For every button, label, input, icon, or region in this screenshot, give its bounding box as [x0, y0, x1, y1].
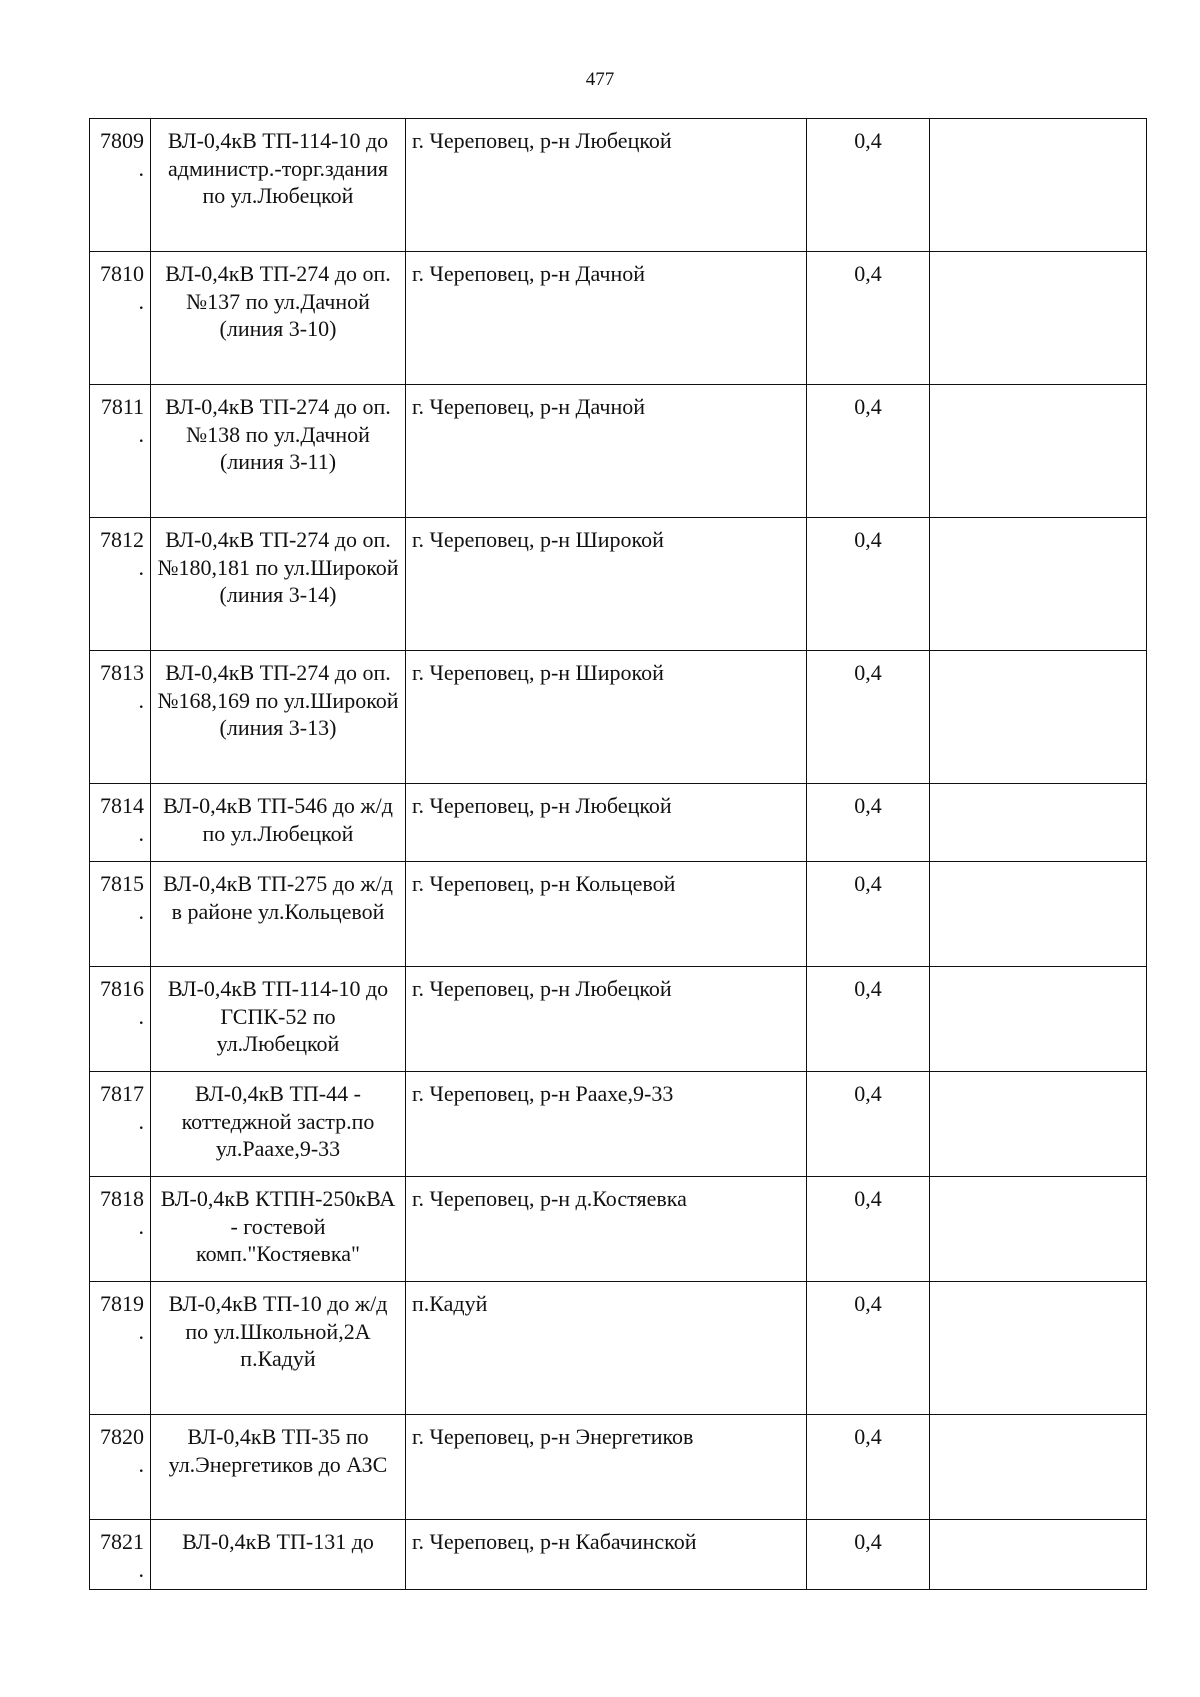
table-row: [90, 1177, 1147, 1282]
table-row: [90, 1520, 1147, 1590]
line-voltage: 0,4: [807, 518, 930, 651]
extra-cell: [930, 784, 1147, 862]
line-name: ВЛ-0,4кВ ТП-274 до оп. №138 по ул.Дачной (линия 3-11): [151, 385, 406, 518]
extra-cell: [930, 1520, 1147, 1590]
table-row: [90, 1072, 1147, 1177]
line-location: п.Кадуй: [406, 1282, 807, 1415]
extra-cell: [930, 119, 1147, 252]
extra-cell: [930, 967, 1147, 1072]
extra-cell: [930, 252, 1147, 385]
table-row: [90, 651, 1147, 784]
row-number: 7821.: [90, 1520, 151, 1590]
line-name: ВЛ-0,4кВ ТП-114-10 до администр.-торг.здания по ул.Любецкой: [151, 119, 406, 252]
row-number: 7816.: [90, 967, 151, 1072]
line-name: ВЛ-0,4кВ ТП-275 до ж/д в районе ул.Кольцевой: [151, 862, 406, 967]
line-name: ВЛ-0,4кВ ТП-10 до ж/д по ул.Школьной,2А п.Кадуй: [151, 1282, 406, 1415]
line-name: ВЛ-0,4кВ ТП-546 до ж/д по ул.Любецкой: [151, 784, 406, 862]
line-location: г. Череповец, р-н Широкой: [406, 518, 807, 651]
line-voltage: 0,4: [807, 784, 930, 862]
line-name: ВЛ-0,4кВ ТП-274 до оп. №137 по ул.Дачной (линия 3-10): [151, 252, 406, 385]
line-voltage: 0,4: [807, 862, 930, 967]
table-row: [90, 1282, 1147, 1415]
row-number: 7812.: [90, 518, 151, 651]
row-number: 7810.: [90, 252, 151, 385]
line-name: ВЛ-0,4кВ ТП-44 - коттеджной застр.по ул.Раахе,9-33: [151, 1072, 406, 1177]
registry-table: [89, 118, 1147, 1590]
line-voltage: 0,4: [807, 967, 930, 1072]
table-row: [90, 518, 1147, 651]
line-voltage: 0,4: [807, 1520, 930, 1590]
line-location: г. Череповец, р-н Раахе,9-33: [406, 1072, 807, 1177]
row-number: 7817.: [90, 1072, 151, 1177]
line-location: г. Череповец, р-н Кольцевой: [406, 862, 807, 967]
line-location: г. Череповец, р-н Любецкой: [406, 119, 807, 252]
line-voltage: 0,4: [807, 1072, 930, 1177]
row-number: 7818.: [90, 1177, 151, 1282]
line-location: г. Череповец, р-н Широкой: [406, 651, 807, 784]
row-number: 7814.: [90, 784, 151, 862]
extra-cell: [930, 385, 1147, 518]
line-name: ВЛ-0,4кВ ТП-114-10 до ГСПК-52 по ул.Любецкой: [151, 967, 406, 1072]
table-row: [90, 784, 1147, 862]
line-location: г. Череповец, р-н д.Костяевка: [406, 1177, 807, 1282]
table-row: [90, 967, 1147, 1072]
line-location: г. Череповец, р-н Любецкой: [406, 784, 807, 862]
table-row: [90, 252, 1147, 385]
line-location: г. Череповец, р-н Дачной: [406, 252, 807, 385]
line-location: г. Череповец, р-н Энергетиков: [406, 1415, 807, 1520]
row-number: 7819.: [90, 1282, 151, 1415]
table-row: [90, 119, 1147, 252]
extra-cell: [930, 518, 1147, 651]
line-location: г. Череповец, р-н Любецкой: [406, 967, 807, 1072]
line-voltage: 0,4: [807, 385, 930, 518]
line-location: г. Череповец, р-н Кабачинской: [406, 1520, 807, 1590]
line-voltage: 0,4: [807, 119, 930, 252]
table-row: [90, 1415, 1147, 1520]
table-row: [90, 862, 1147, 967]
row-number: 7815.: [90, 862, 151, 967]
extra-cell: [930, 1415, 1147, 1520]
line-name: ВЛ-0,4кВ ТП-274 до оп. №168,169 по ул.Широкой (линия 3-13): [151, 651, 406, 784]
line-name: ВЛ-0,4кВ ТП-35 по ул.Энергетиков до АЗС: [151, 1415, 406, 1520]
extra-cell: [930, 1177, 1147, 1282]
row-number: 7813.: [90, 651, 151, 784]
page-number: 477: [585, 69, 615, 90]
line-voltage: 0,4: [807, 1177, 930, 1282]
row-number: 7809.: [90, 119, 151, 252]
line-voltage: 0,4: [807, 1282, 930, 1415]
line-location: г. Череповец, р-н Дачной: [406, 385, 807, 518]
line-voltage: 0,4: [807, 651, 930, 784]
table-row: [90, 385, 1147, 518]
row-number: 7820.: [90, 1415, 151, 1520]
extra-cell: [930, 862, 1147, 967]
extra-cell: [930, 651, 1147, 784]
line-name: ВЛ-0,4кВ КТПН-250кВА - гостевой комп."Костяевка": [151, 1177, 406, 1282]
row-number: 7811.: [90, 385, 151, 518]
line-name: ВЛ-0,4кВ ТП-131 до: [151, 1520, 406, 1590]
line-voltage: 0,4: [807, 1415, 930, 1520]
extra-cell: [930, 1282, 1147, 1415]
line-voltage: 0,4: [807, 252, 930, 385]
line-name: ВЛ-0,4кВ ТП-274 до оп. №180,181 по ул.Широкой (линия 3-14): [151, 518, 406, 651]
extra-cell: [930, 1072, 1147, 1177]
